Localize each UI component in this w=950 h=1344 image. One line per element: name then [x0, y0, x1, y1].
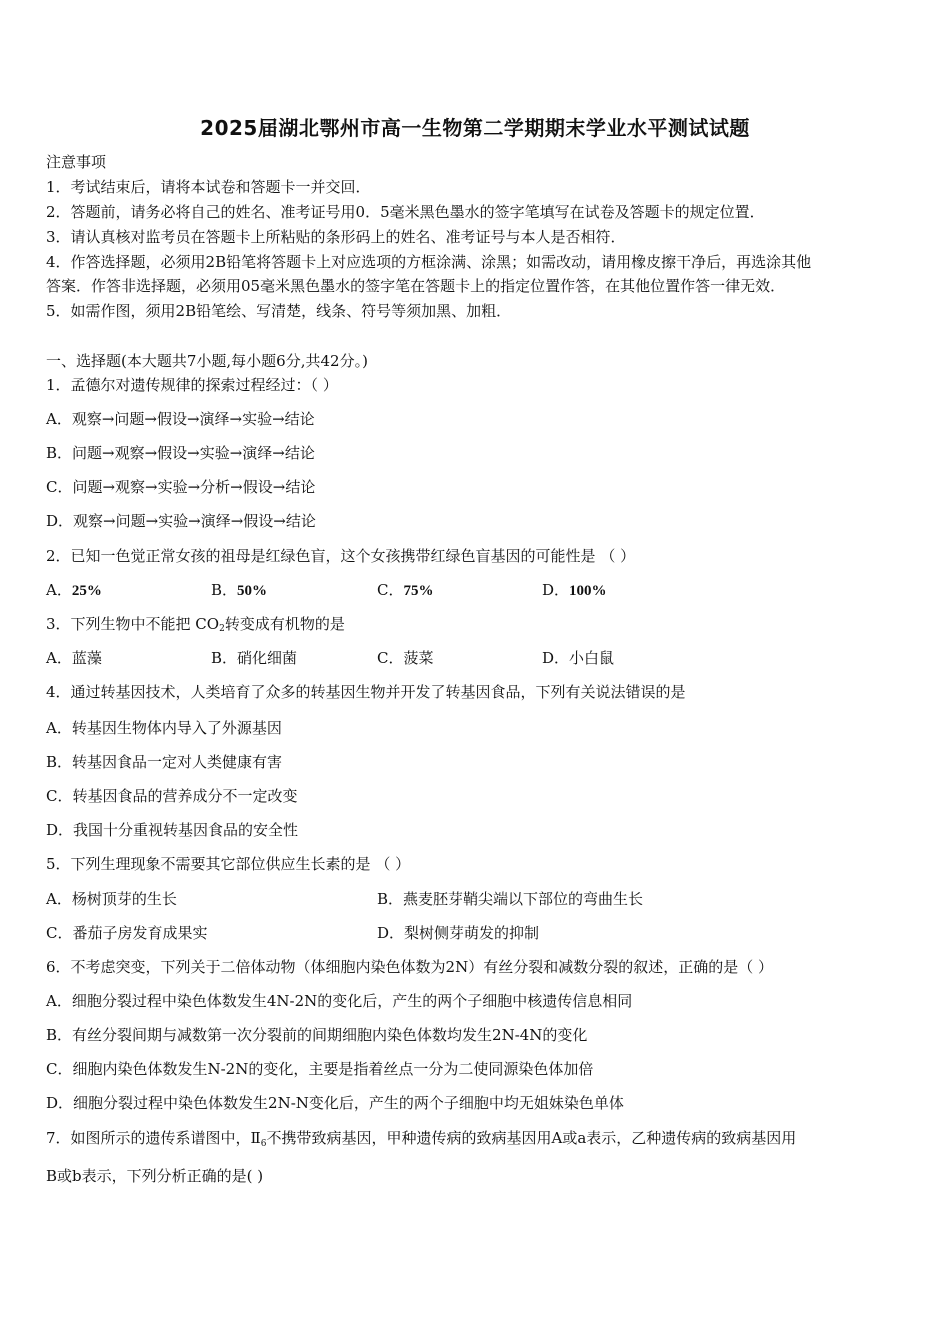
q3-stem-pre: 3．下列生物中不能把 CO — [46, 615, 220, 633]
q6-option-d: D．细胞分裂过程中染色体数发生2N-N变化后，产生的两个子细胞中均无姐妹染色单体 — [46, 1094, 624, 1112]
option-value: 25% — [71, 583, 102, 599]
q5-option-d: D．梨树侧芽萌发的抑制 — [377, 924, 540, 942]
question-5-stem: 5．下列生理现象不需要其它部位供应生长素的是 （ ） — [46, 855, 411, 873]
option-label: D． — [542, 581, 570, 599]
q1-option-b: B．问题→观察→假设→实验→演绎→结论 — [46, 444, 315, 462]
notice-item-4-cont: 答案．作答非选择题，必须用05毫米黑色墨水的签字笔在答题卡上的指定位置作答，在其他位置作答一律无效． — [46, 277, 786, 295]
notice-heading: 注意事项 — [46, 153, 107, 171]
question-4-stem: 4．通过转基因技术，人类培育了众多的转基因生物并开发了转基因食品，下列有关说法错误的是 — [46, 683, 686, 701]
q2-option-d — [542, 580, 607, 601]
q6-option-b: B．有丝分裂间期与减数第一次分裂前的间期细胞内染色体数均发生2N-4N的变化 — [46, 1026, 588, 1044]
option-value: 75% — [403, 583, 434, 599]
q4-option-d: D．我国十分重视转基因食品的安全性 — [46, 821, 299, 839]
option-value: 50% — [237, 583, 268, 599]
q3-option-c: C．菠菜 — [377, 649, 434, 667]
option-label: C． — [377, 581, 404, 599]
page-title: 2025届湖北鄂州市高一生物第二学期期末学业水平测试试题 — [200, 116, 750, 140]
q5-option-a: A．杨树顶芽的生长 — [46, 890, 177, 908]
notice-item-4: 4．作答选择题，必须用2B铅笔将答题卡上对应选项的方框涂满、涂黑；如需改动，请用橡皮擦干净后，再选涂其他 — [46, 253, 812, 271]
q7-stem-post: 不携带致病基因，甲种遗传病的致病基因用A或a表示，乙种遗传病的致病基因用 — [266, 1129, 797, 1147]
option-label: A． — [46, 581, 72, 599]
q3-stem-subscript: 2 — [219, 624, 225, 634]
q1-option-a: A．观察→问题→假设→演绎→实验→结论 — [46, 410, 315, 428]
q7-stem-subscript: 6 — [260, 1139, 267, 1149]
question-3-stem — [46, 614, 345, 639]
q7-stem-pre: 7．如图所示的遗传系谱图中，Ⅱ — [46, 1129, 261, 1147]
q3-stem-post: 转变成有机物的是 — [224, 615, 345, 633]
q1-option-d: D．观察→问题→实验→演绎→假设→结论 — [46, 512, 316, 530]
q5-option-b: B．燕麦胚芽鞘尖端以下部位的弯曲生长 — [377, 890, 644, 908]
q2-option-a — [46, 580, 102, 601]
option-label: B． — [211, 581, 238, 599]
q2-option-c — [377, 580, 433, 601]
q1-option-c: C．问题→观察→实验→分析→假设→结论 — [46, 478, 316, 496]
question-1-stem: 1．孟德尔对遗传规律的探索过程经过：（ ） — [46, 376, 338, 394]
question-6-stem: 6．不考虑突变，下列关于二倍体动物（体细胞内染色体数为2N）有丝分裂和减数分裂的叙述，正确的是（ ） — [46, 958, 773, 976]
notice-item-1: 1．考试结束后，请将本试卷和答题卡一并交回． — [46, 178, 371, 196]
q3-option-a: A．蓝藻 — [46, 649, 102, 667]
q2-option-b — [211, 580, 267, 601]
notice-item-3: 3．请认真核对监考员在答题卡上所粘贴的条形码上的姓名、准考证号与本人是否相符． — [46, 228, 626, 246]
question-2-stem: 2．已知一色觉正常女孩的祖母是红绿色盲，这个女孩携带红绿色盲基因的可能性是 （ ） — [46, 547, 636, 565]
option-value: 100% — [569, 583, 607, 599]
q4-option-c: C．转基因食品的营养成分不一定改变 — [46, 787, 298, 805]
notice-item-2: 2．答题前，请务必将自己的姓名、准考证号用0．5毫米黑色墨水的签字笔填写在试卷及答题卡的规定位置． — [46, 203, 765, 221]
q6-option-a: A．细胞分裂过程中染色体数发生4N-2N的变化后，产生的两个子细胞中核遗传信息相同 — [46, 992, 633, 1010]
section-heading: 一、选择题(本大题共7小题,每小题6分,共42分。) — [46, 352, 368, 370]
q3-option-b: B．硝化细菌 — [211, 649, 298, 667]
q5-option-c: C．番茄子房发育成果实 — [46, 924, 208, 942]
q3-option-d: D．小白鼠 — [542, 649, 615, 667]
q4-option-a: A．转基因生物体内导入了外源基因 — [46, 719, 282, 737]
q6-option-c: C．细胞内染色体数发生N-2N的变化，主要是指着丝点一分为二使同源染色体加倍 — [46, 1060, 594, 1078]
question-7-stem — [46, 1128, 796, 1154]
question-7-stem-cont: B或b表示，下列分析正确的是( ) — [46, 1167, 264, 1185]
q4-option-b: B．转基因食品一定对人类健康有害 — [46, 753, 283, 771]
notice-item-5: 5．如需作图，须用2B铅笔绘、写清楚，线条、符号等须加黑、加粗． — [46, 302, 512, 320]
